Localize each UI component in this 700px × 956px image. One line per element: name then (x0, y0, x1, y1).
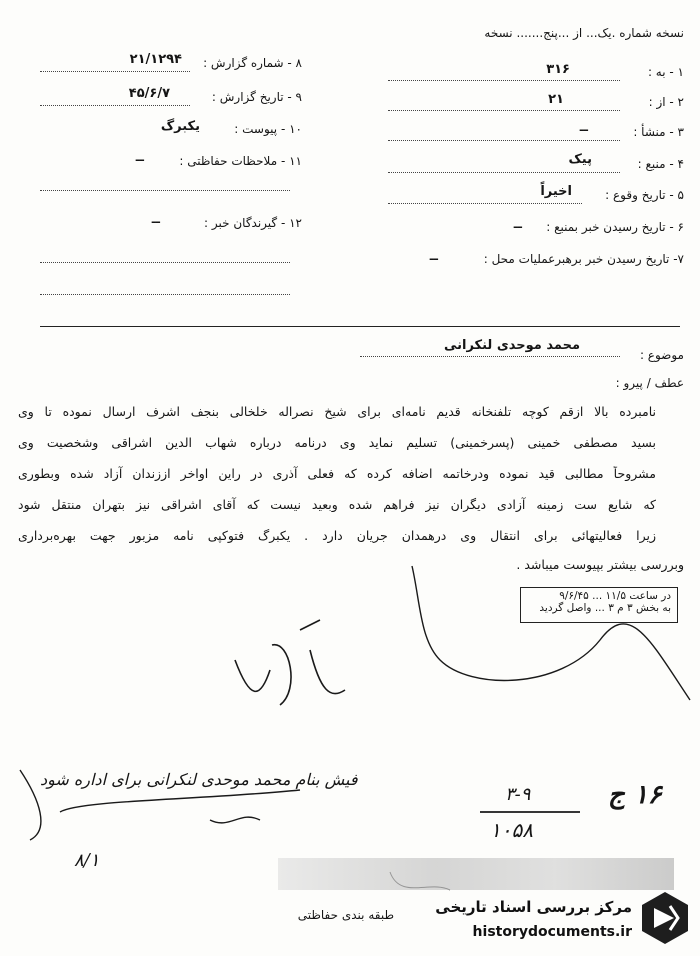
field-to (648, 65, 684, 79)
field-origin-label: ۳ - منشأ : (633, 125, 684, 139)
field-from (649, 95, 684, 109)
handwritten-annotation: فیش بنام محمد موحدی لنکرانی برای اداره شود (40, 770, 358, 789)
field-recipients (204, 216, 302, 230)
field-attachment (234, 122, 302, 136)
field-source (638, 157, 684, 171)
field-report-date (212, 90, 302, 104)
stamp-line-2: به بخش ۳ م ۳ ... واصل گردید (539, 602, 671, 614)
field-to-label: ۱ - به : (647, 65, 684, 79)
field-event-date-label: ۵ - تاریخ وقوع : (605, 188, 684, 202)
received-stamp (520, 587, 678, 623)
field-report-date-label: ۹ - تاریخ گزارش : (211, 90, 302, 104)
body-line: زیرا فعالیتهائی برای انتقال وی درهمدان جریان دارد . یکبرگ فتوکپی نامه مزبور جهت بهره‌برداری (18, 528, 656, 543)
field-security-notes-label: ۱۱ - ملاحظات حفاظتی : (179, 154, 302, 168)
field-source-date-value: ــ (513, 217, 522, 231)
header-separator (40, 326, 680, 327)
field-from-value: ۲۱ (548, 92, 564, 107)
field-to-value: ۳۱۶ (546, 62, 570, 77)
field-report-date-value: ۴۵/۶/۷ (128, 86, 170, 101)
copy-number: نسخه شماره .یک... از ...پنج....... نسخه (484, 26, 684, 40)
archive-logo-icon (640, 890, 690, 946)
field-event-date-value: اخیراً (540, 184, 572, 199)
field-report-number-value: ۲۱/۱۲۹۴ (129, 52, 182, 67)
field-attachment-label: ۱۰ - پیوست : (234, 122, 302, 136)
redaction-strip (278, 858, 674, 890)
body-line: مشروحاً مطالبی قید نموده ودرخاتمه اضافه کرده که فعلی آذری در راین اواخر اززندان آزاد شده وبطوری (18, 466, 656, 481)
handwritten-file-top: ۳-۹ (505, 784, 531, 805)
field-origin-value: ــ (579, 120, 588, 134)
field-from-label: ۲ - از : (648, 95, 684, 109)
subject-label: موضوع : (639, 348, 684, 362)
body-line: که شایع ست زمینه آزادی دیگران نیز فراهم شده وبعید نیست که آقای اشراقی نیز بتهران منتقل شود (18, 497, 656, 512)
field-ops-date-label: ۷- تاریخ رسیدن خبر برهبرعملیات محل : (483, 252, 684, 266)
field-source-date (546, 220, 684, 234)
subject-value: محمد موحدی لنکرانی (443, 338, 580, 353)
field-ops-date (484, 252, 684, 266)
field-origin (633, 125, 684, 139)
field-recipients-label: ۱۲ - گیرندگان خبر : (204, 216, 302, 230)
field-event-date (605, 188, 684, 202)
field-report-number (203, 56, 302, 70)
field-ops-date-value: ــ (429, 249, 438, 263)
field-attachment-value: یکبرگ (160, 119, 200, 134)
handwritten-file-bottom: ۱۰۵۸ (490, 818, 533, 842)
handwritten-code: ۱۶ ج (608, 780, 662, 810)
field-source-label: ۴ - منبع : (637, 157, 684, 171)
classification-label: طبقه بندی حفاظتی (297, 908, 394, 922)
body-line: نامبرده بالا ازقم کوچه تلفنخانه قدیم نامه‌ای برای شیخ نصراله خلخالی بنجف اشرف ارسال نموده تا وی (18, 404, 656, 419)
archive-url: historydocuments.ir (472, 924, 632, 940)
field-recipients-value: ــ (151, 212, 160, 226)
body-line: بسید مصطفی خمینی (پسرخمینی) تسلیم نماید وی درنامه درباره شهاب الدین اشراقی وشخصیت وی (18, 435, 656, 450)
field-security-notes (179, 154, 302, 168)
handwritten-numeral: ۸/۱ (74, 850, 100, 871)
archive-name: مرکز بررسی اسناد تاریخی (435, 898, 632, 916)
field-report-number-label: ۸ - شماره گزارش : (203, 56, 302, 70)
reference-label: عطف / پیرو : (615, 376, 684, 390)
stamp-line-1: در ساعت ۱۱/۵ ... ۹/۶/۴۵ (559, 590, 671, 602)
field-security-notes-value: ــ (135, 150, 144, 164)
field-source-value: پیک (568, 152, 592, 167)
body-line: وبررسی بیشتر بپیوست میباشد . (516, 557, 684, 572)
footer (0, 852, 700, 956)
field-source-date-label: ۶ - تاریخ رسیدن خبر بمنبع : (546, 220, 684, 234)
